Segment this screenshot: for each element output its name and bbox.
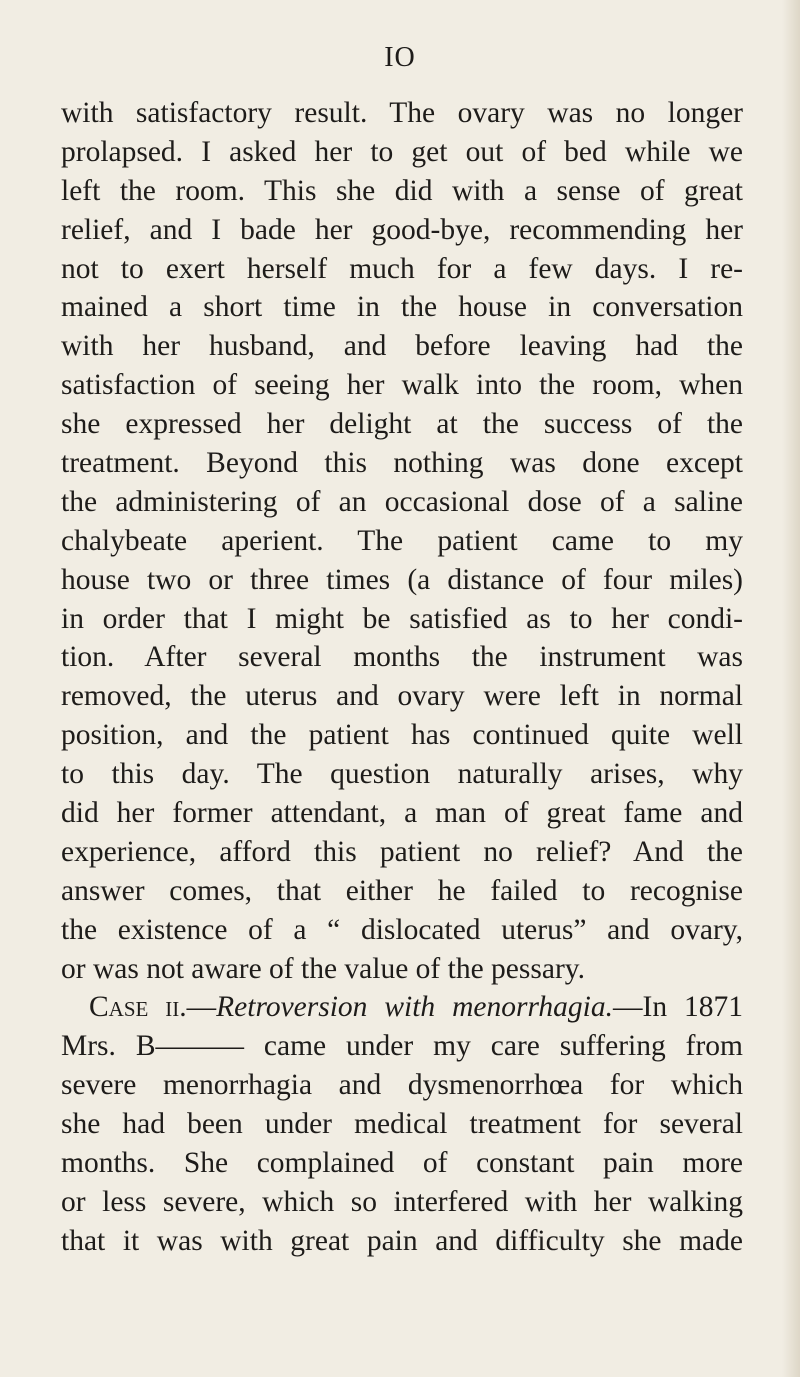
text-line: months. She complained of constant pain more bbox=[61, 1147, 743, 1180]
text-line: tion. After several months the instrument was bbox=[61, 641, 743, 674]
text-line: with satisfactory result. The ovary was no longer bbox=[61, 97, 743, 129]
text-line: not to exert herself much for a few days. I re- bbox=[61, 252, 743, 285]
text-line: Mrs. B——— came under my care suffering from bbox=[61, 1030, 743, 1063]
case-label: Case ii. bbox=[89, 991, 187, 1024]
text-line: that it was with great pain and difficulty she made bbox=[61, 1224, 743, 1257]
text-line: left the room. This she did with a sense of great bbox=[61, 174, 743, 207]
case-dash: — bbox=[186, 991, 217, 1024]
page-edge-shadow bbox=[782, 0, 800, 1377]
text-line: or was not aware of the value of the pessary. bbox=[61, 952, 585, 985]
text-line: to this day. The question naturally arises, why bbox=[61, 758, 743, 791]
text-line: satisfaction of seeing her walk into the room, when bbox=[61, 369, 743, 402]
text-line: the existence of a “ dislocated uterus” and ovary, bbox=[61, 913, 743, 946]
text-line: mained a short time in the house in conversation bbox=[61, 291, 743, 324]
text-line: she had been under medical treatment for several bbox=[61, 1108, 743, 1141]
text-line: with her husband, and before leaving had the bbox=[61, 330, 743, 363]
body-text bbox=[61, 94, 743, 1261]
text-line: house two or three times (a distance of four miles) bbox=[61, 563, 743, 596]
text-line: did her former attendant, a man of great fame and bbox=[61, 797, 743, 830]
text-line: she expressed her delight at the success of the bbox=[61, 408, 743, 441]
text-line: severe menorrhagia and dysmenorrhœa for which bbox=[61, 1069, 743, 1102]
case-heading-continuation: —In 1871 bbox=[613, 991, 743, 1024]
text-line: position, and the patient has continued quite well bbox=[61, 719, 743, 752]
text-line: prolapsed. I asked her to get out of bed while we bbox=[61, 135, 743, 168]
case-heading-line bbox=[61, 988, 743, 1027]
text-line: relief, and I bade her good-bye, recommending her bbox=[61, 213, 743, 246]
text-line: answer comes, that either he failed to recognise bbox=[61, 874, 743, 907]
text-line: or less severe, which so interfered with her walking bbox=[61, 1185, 743, 1218]
text-line: experience, afford this patient no relief? And the bbox=[61, 835, 743, 868]
text-line: in order that I might be satisfied as to her condi- bbox=[61, 602, 743, 635]
text-line: treatment. Beyond this nothing was done except bbox=[61, 447, 743, 480]
case-title: Retroversion with menorrhagia. bbox=[216, 991, 613, 1024]
text-line: removed, the uterus and ovary were left in normal bbox=[61, 680, 743, 713]
page-number: IO bbox=[384, 42, 416, 73]
text-line: chalybeate aperient. The patient came to my bbox=[61, 524, 743, 557]
text-line: the administering of an occasional dose of a saline bbox=[61, 485, 743, 518]
